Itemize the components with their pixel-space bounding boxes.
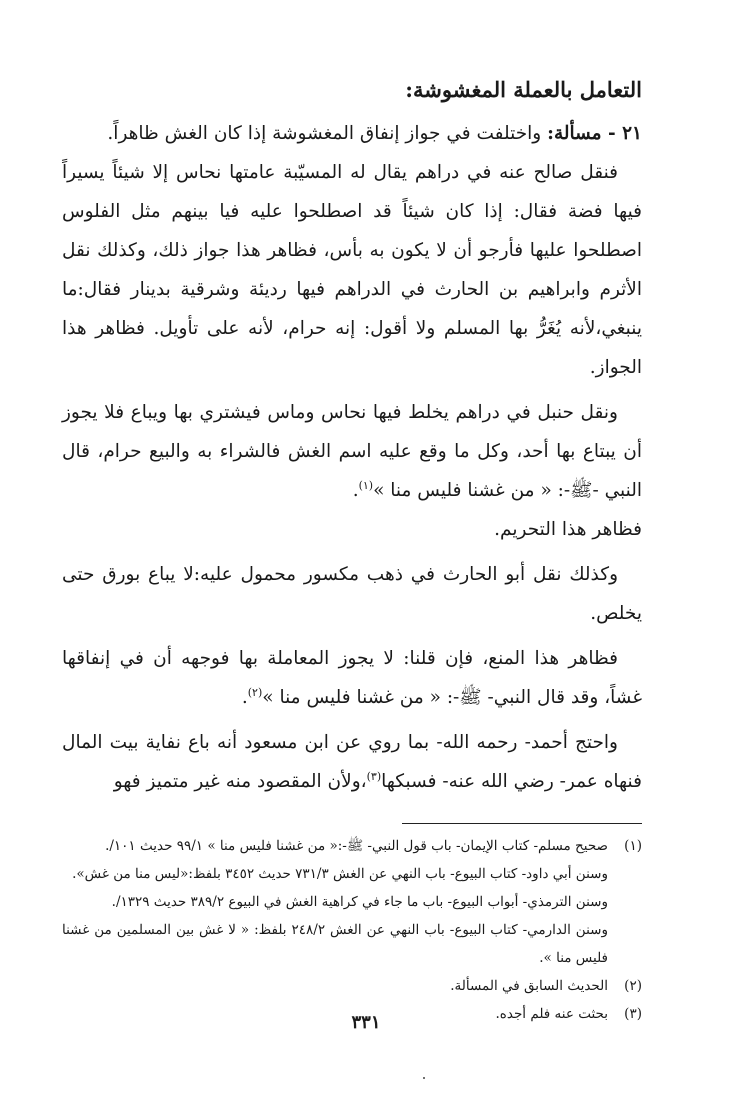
footnote-number: (٣) bbox=[624, 1006, 642, 1022]
paragraph-text: واختلفت في جواز إنفاق المغشوشة إذا كان الغش ظاهراً. bbox=[107, 123, 548, 144]
footnote-ref: (١) bbox=[358, 478, 374, 492]
print-speck bbox=[423, 1077, 425, 1079]
footnote-ref: (٢) bbox=[247, 685, 263, 699]
issue-number: ٢١ - مسألة: bbox=[547, 123, 642, 144]
footnote-line: وسنن الدارمي- كتاب البيوع- باب النهي عن الغش ٢٤٨/٢ بلفظ: « لا غش بين المسلمين من غشنا فليس منا ». bbox=[62, 922, 608, 966]
paragraph-text: فنقل صالح عنه في دراهم يقال له المسيّبة عامتها نحاس إلا شيئاً يسيراً فيها فضة فقال: إذا كان شيئاً قد اصطلحوا عليه فيا بينهم مثل الفلوس اصطلحوا عليها فأرجو أن لا يكون به بأس، فظاهر هذا جواز ذلك، وكذلك نقل الأثرم وابراهيم بن الحارث في الدراهم فيها رديئة وشرقية بدينار فقال:ما ينبغي،لأنه يُغَرُّ بها المسلم ولا أقول: إنه حرام، لأنه على تأويل. فظاهر هذا الجواز. bbox=[62, 162, 642, 378]
paragraph-text: وكذلك نقل أبو الحارث في ذهب مكسور محمول عليه:لا يباع بورق حتى يخلص. bbox=[62, 564, 642, 624]
paragraph-1 bbox=[62, 114, 642, 153]
footnote-1 bbox=[62, 832, 642, 972]
footnote-ref: (٣) bbox=[366, 769, 382, 783]
paragraph-7: واحتج أحمد- رحمه الله- بما روي عن ابن مسعود أنه باع نفاية بيت المال فنهاه عمر- رضي الله عنه- فسبكها$^{(٣)}$،ولأن المقصود منه غير متميز فهو bbox=[62, 732, 642, 792]
paragraph-5 bbox=[62, 555, 642, 633]
paragraph-text: فظاهر هذا المنع، فإن قلنا: لا يجوز المعاملة بها فوجهه أن في إنفاقها غشاً، وقد قال النبي- ﷺ-: « من غشنا فليس منا » bbox=[62, 648, 642, 708]
paragraph-4 bbox=[62, 510, 642, 549]
footnote-line: الحديث السابق في المسألة. bbox=[450, 978, 608, 994]
page-content bbox=[62, 72, 642, 1028]
paragraph-text: فظاهر هذا التحريم. bbox=[494, 519, 642, 540]
paragraph-6: فظاهر هذا المنع، فإن قلنا: لا يجوز المعاملة بها فوجهه أن في إنفاقها غشاً، وقد قال النبي- ﷺ-: « من غشنا فليس منا »$^{(٢)}$. bbox=[62, 648, 642, 708]
footnote-divider bbox=[402, 823, 642, 824]
paragraph-text: واحتج أحمد- رحمه الله- بما روي عن ابن مسعود أنه باع نفاية بيت المال فنهاه عمر- رضي الله عنه- فسبكها bbox=[62, 732, 642, 792]
paragraph-text: ونقل حنبل في دراهم يخلط فيها نحاس وماس فيشتري بها ويباع فلا يجوز أن يبتاع بها أحد، وكل ما وقع عليه اسم الغش فالشراء به والبيع حرام، قال النبي -ﷺ-: « من غشنا فليس منا » bbox=[62, 402, 642, 501]
footnote-number: (٢) bbox=[624, 978, 642, 994]
footnote-line: صحيح مسلم- كتاب الإيمان- باب قول النبي- ﷺ-:« من غشنا فليس منا » ٩٩/١ حديث ١٠١/. bbox=[105, 838, 608, 854]
footnotes bbox=[62, 832, 642, 1028]
footnote-number: (١) bbox=[624, 838, 642, 854]
footnote-2 bbox=[62, 972, 642, 1000]
section-heading: التعامل بالعملة المغشوشة: bbox=[405, 77, 642, 102]
paragraph-3: ونقل حنبل في دراهم يخلط فيها نحاس وماس فيشتري بها ويباع فلا يجوز أن يبتاع بها أحد، وكل ما وقع عليه اسم الغش فالشراء به والبيع حرام، قال النبي -ﷺ-: « من غشنا فليس منا »$^{(١)}$. bbox=[62, 402, 642, 501]
footnote-line: بحثت عنه فلم أجده. bbox=[495, 1006, 608, 1022]
paragraph-2 bbox=[62, 153, 642, 387]
page-number: ٣٣١ bbox=[351, 1012, 381, 1033]
footnote-line: وسنن أبي داود- كتاب البيوع- باب النهي عن الغش ٧٣١/٣ حديث ٣٤٥٢ بلفظ:«ليس منا من غش». bbox=[72, 866, 608, 882]
footnote-line: وسنن الترمذي- أبواب البيوع- باب ما جاء في كراهية الغش في البيوع ٣٨٩/٢ حديث ١٣٢٩/. bbox=[111, 894, 608, 910]
